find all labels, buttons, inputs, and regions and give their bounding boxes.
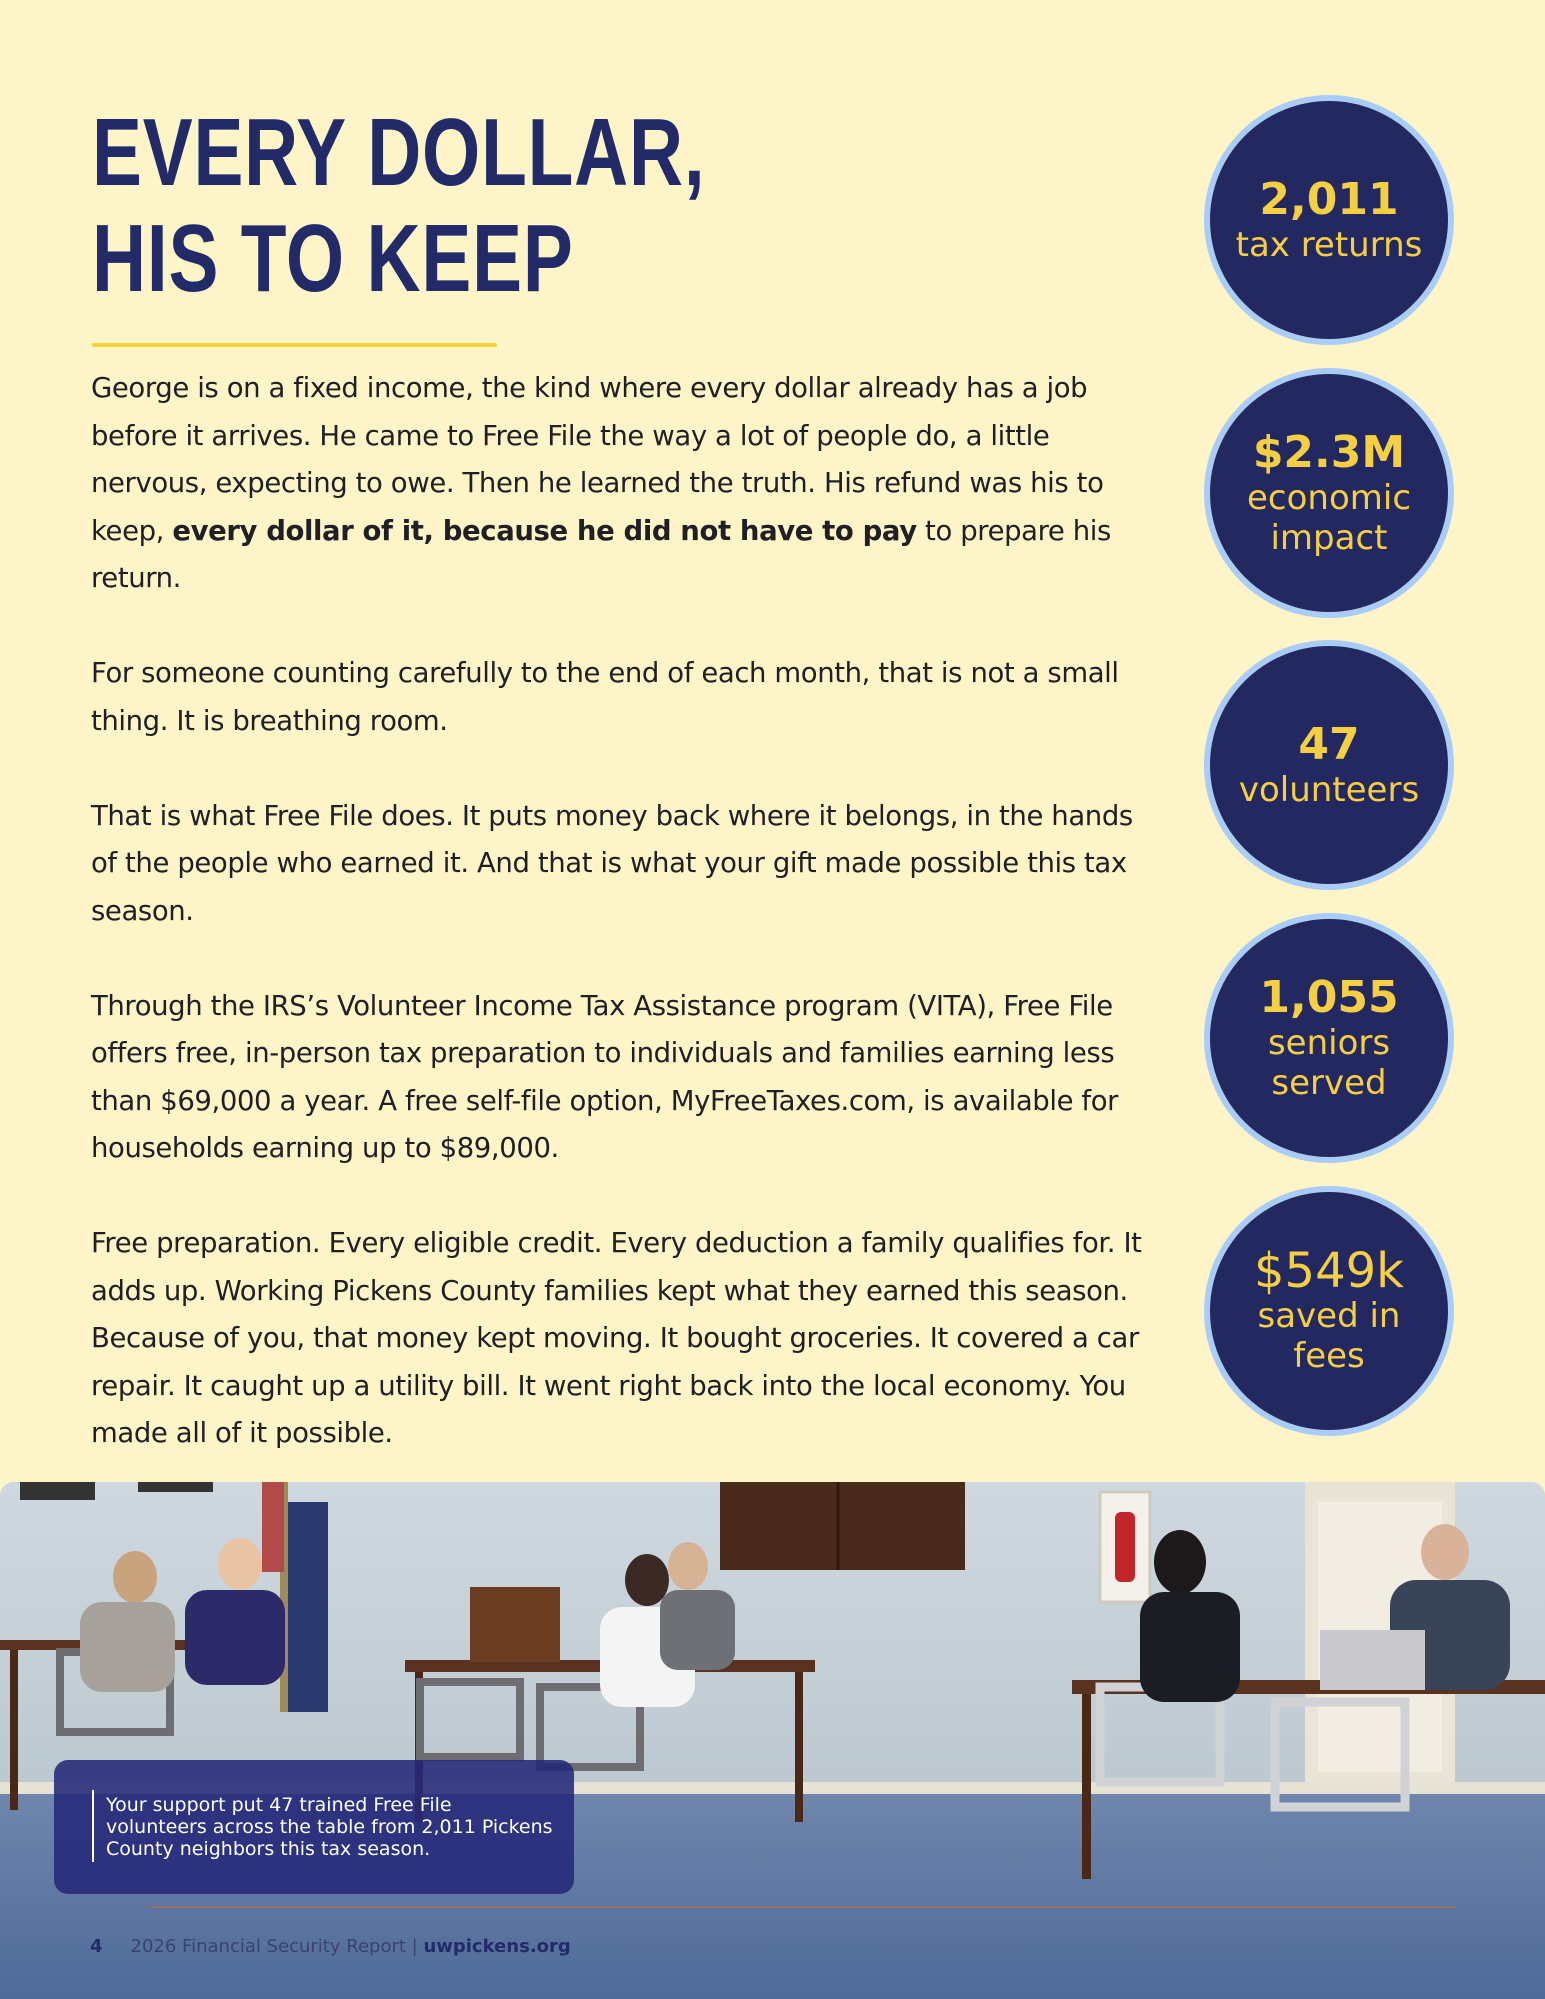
- stat-label: saved in fees: [1257, 1296, 1401, 1376]
- paragraph-2: For someone counting carefully to the end of each month, that is not a small thing. It is breathing room.: [91, 657, 1119, 737]
- stat-volunteers: [1204, 640, 1454, 890]
- headline-line-1: EVERY DOLLAR,: [92, 99, 706, 206]
- paragraph-1-end: to prepare his return.: [91, 514, 1111, 594]
- volunteer-photo-illustration: [0, 1482, 1545, 1999]
- stat-economic-impact: [1204, 368, 1454, 618]
- paragraph-5: Free preparation. Every eligible credit. Every deduction a family qualifies for. It adds up. Working Pickens County families kept what they earned this season. Because of you, that money kept moving. It bought groceries. It covered a car repair. It caught up a utility bill. It went right back into the local economy. You made all of it possible.: [91, 1227, 1142, 1449]
- headline-line-2: HIS TO KEEP: [92, 205, 574, 312]
- footer: [90, 1936, 571, 1957]
- page-number: 4: [90, 1936, 103, 1957]
- paragraph-1: [91, 365, 1151, 603]
- paragraph-3: That is what Free File does. It puts money back where it belongs, in the hands of the people who earned it. And that is what your gift made possible this tax season.: [91, 799, 1133, 927]
- stat-tax-returns: [1204, 95, 1454, 345]
- stat-value: 47: [1298, 719, 1360, 770]
- paragraph-1-bold: every dollar of it, because he did not have to pay: [172, 514, 917, 547]
- story-body: [91, 365, 1151, 1458]
- paragraph-4: Through the IRS’s Volunteer Income Tax Assistance program (VITA), Free File offers free, in-person tax preparation to individuals and families earning less than $69,000 a year. A free self-file option, MyFreeTaxes.com, is available for households earning up to $89,000.: [91, 989, 1119, 1164]
- headline: [92, 100, 705, 312]
- photo-caption: Your support put 47 trained Free File volunteers across the table from 2,011 Pickens County neighbors this tax season.: [54, 1760, 574, 1894]
- stat-value: 2,011: [1259, 174, 1399, 225]
- report-title: 2026 Financial Security Report |: [130, 1936, 418, 1957]
- stat-value: $2.3M: [1252, 427, 1406, 478]
- website-link[interactable]: uwpickens.org: [423, 1936, 571, 1957]
- paragraph-1-start: George is on a fixed income, the kind where every dollar already has a job before it arrives. He came to Free File the way a lot of people do, a little nervous, expecting to owe. Then he learned the truth. His refund was his to keep,: [91, 372, 1104, 547]
- stat-value: 1,055: [1259, 972, 1399, 1023]
- footer-divider: [150, 1907, 1455, 1908]
- volunteer-photo: [0, 1482, 1545, 1999]
- stat-value: $549k: [1254, 1243, 1404, 1299]
- stat-saved-in-fees: [1204, 1186, 1454, 1436]
- stat-label: volunteers: [1238, 770, 1420, 810]
- stat-label: economic impact: [1246, 478, 1412, 558]
- stat-label: tax returns: [1235, 225, 1423, 265]
- headline-underline: [92, 343, 497, 347]
- stat-seniors-served: [1204, 913, 1454, 1163]
- stat-label: seniors served: [1267, 1023, 1391, 1103]
